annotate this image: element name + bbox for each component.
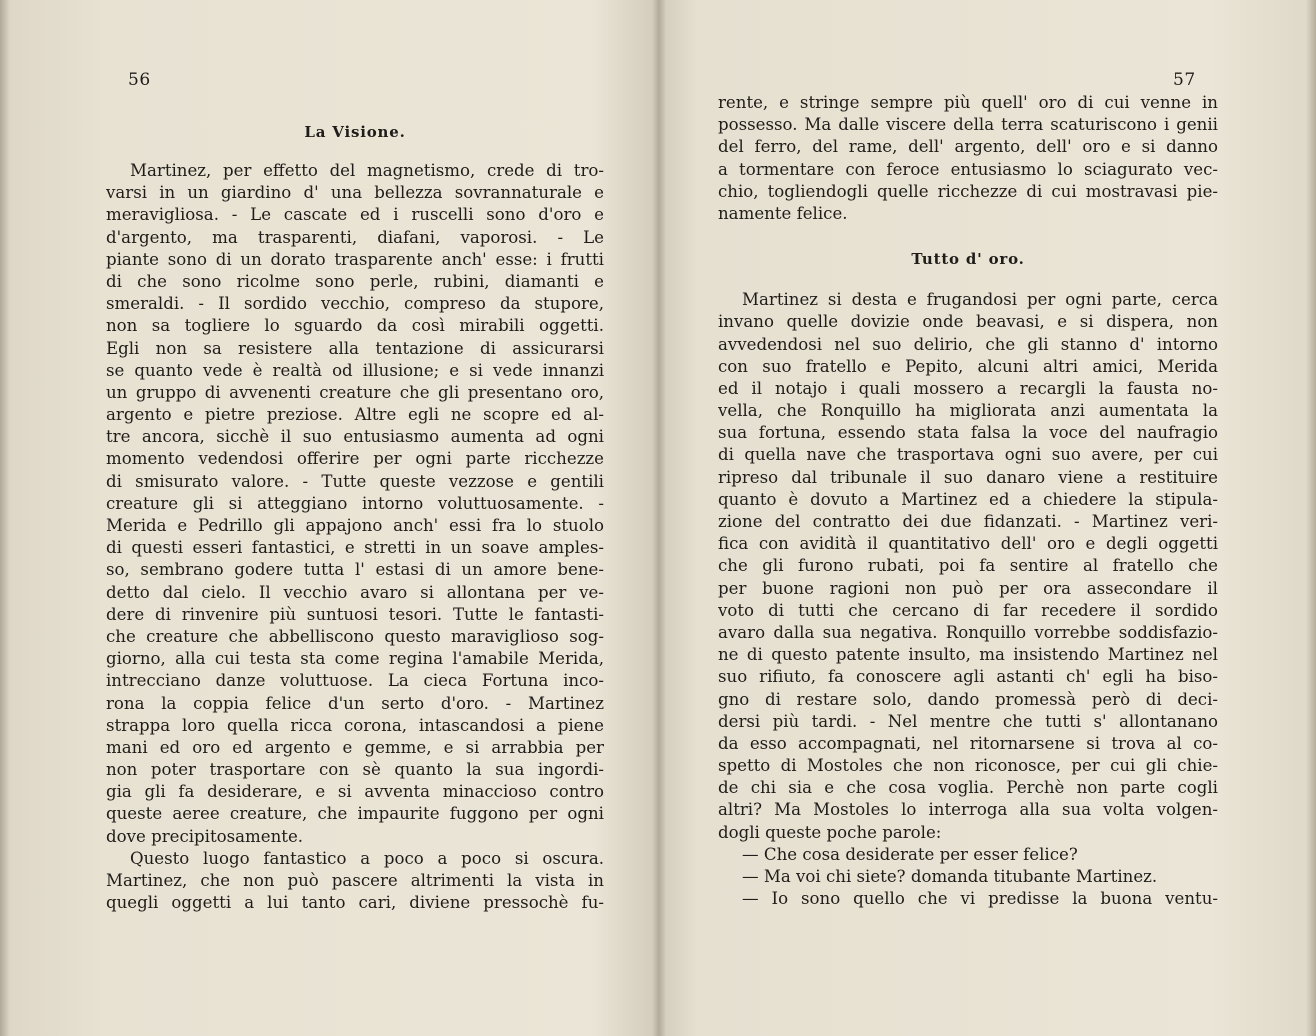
text-line: ripreso dal tribunale il suo danaro viene a restituire <box>718 467 1218 487</box>
text-line: altri? Ma Mostoles lo interroga alla sua volta volgen- <box>718 800 1218 820</box>
text-line: d'argento, ma trasparenti, diafani, vaporosi. - Le <box>106 227 604 247</box>
section-heading-tutto-d-oro: Tutto d' oro. <box>911 250 1025 269</box>
text-line: a tormentare con feroce entusiasmo lo sciagurato vec- <box>718 159 1218 179</box>
text-line: non sa togliere lo sguardo da così mirabili oggetti. <box>106 316 604 336</box>
text-line: Merida e Pedrillo gli appajono anch' essi fra lo stuolo <box>106 516 604 535</box>
page-number-left: 56 <box>128 70 151 90</box>
dialogue-line: — Che cosa desiderate per esser felice? <box>742 844 1078 864</box>
text-line: fica con avidità il quantitativo dell' oro e degli oggetti <box>718 534 1218 554</box>
text-line: dere di rinvenire più suntuosi tesori. Tutte le fantasti- <box>106 604 604 624</box>
text-line: se quanto vede è realtà od illusione; e si vede innanzi <box>106 360 604 380</box>
text-line: chio, togliendogli quelle ricchezze di cui mostravasi pie- <box>718 181 1218 201</box>
page-number-right: 57 <box>1173 70 1196 90</box>
right-page-text <box>718 92 1218 910</box>
text-line: quanto è dovuto a Martinez ed a chiedere la stipula- <box>718 489 1218 509</box>
text-line: invano quelle dovizie onde beavasi, e si dispera, non <box>718 312 1218 332</box>
text-line: da esso accompagnati, nel ritornarsene si trova al co- <box>718 733 1218 753</box>
text-line: queste aeree creature, che impaurite fuggono per ogni <box>106 804 604 824</box>
text-line: Egli non sa resistere alla tentazione di assicurarsi <box>106 338 604 358</box>
text-line: avvedendosi nel suo delirio, che gli stanno d' intorno <box>718 334 1218 354</box>
text-line: non poter trasportare con sè quanto la sua ingordi- <box>106 760 604 780</box>
left-page <box>0 0 652 1036</box>
text-line: che creature che abbelliscono questo maraviglioso sog- <box>106 626 604 646</box>
text-line: piante sono di un dorato trasparente anch' esse: i frutti <box>106 249 604 269</box>
text-line: tre ancora, sicchè il suo entusiasmo aumenta ad ogni <box>106 427 604 447</box>
text-line: vella, che Ronquillo ha migliorata anzi aumentata la <box>718 401 1218 421</box>
text-line: momento vedendosi offerire per ogni parte ricchezze <box>106 449 604 469</box>
text-line: sua fortuna, essendo stata falsa la voce del naufragio <box>718 423 1218 443</box>
text-line: rente, e stringe sempre più quell' oro di cui venne in <box>718 93 1218 112</box>
text-line: Martinez si desta e frugandosi per ogni parte, cerca <box>742 290 1218 310</box>
section-heading-la-visione: La Visione. <box>304 123 406 141</box>
right-page <box>666 0 1316 1036</box>
text-line: strappa loro quella ricca corona, intascandosi a piene <box>106 715 604 735</box>
text-line: dersi più tardi. - Nel mentre che tutti s' allontanano <box>718 711 1218 731</box>
dialogue-line: — Ma voi chi siete? domanda titubante Martinez. <box>742 867 1158 886</box>
text-line: rona la coppia felice d'un serto d'oro. - Martinez <box>106 693 604 713</box>
text-line: di che sono ricolme sono perle, rubini, diamanti e <box>106 271 604 291</box>
text-line: giorno, alla cui testa sta come regina l'amabile Merida, <box>106 649 604 669</box>
text-line: gno di restare solo, dando promessà però di deci- <box>718 689 1218 709</box>
text-line: mani ed oro ed argento e gemme, e si arrabbia per <box>106 737 604 757</box>
text-line: voto di tutti che cercano di far recedere il sordido <box>718 600 1218 620</box>
text-line: creature gli si atteggiano intorno voluttuosamente. - <box>106 493 604 513</box>
text-line: Martinez, che non può pascere altrimenti la vista in <box>106 871 604 890</box>
dialogue-line: — Io sono quello che vi predisse la buona ventu- <box>742 889 1218 909</box>
text-line: suo rifiuto, fa conoscere agli astanti ch' egli ha biso- <box>718 667 1218 687</box>
text-line: Martinez, per effetto del magnetismo, crede di tro- <box>130 161 604 180</box>
text-line: del ferro, del rame, dell' argento, dell' oro e si danno <box>718 137 1218 157</box>
text-line: Questo luogo fantastico a poco a poco si oscura. <box>130 848 604 868</box>
text-line: namente felice. <box>718 203 848 223</box>
text-line: di quella nave che trasportava ogni suo avere, per cui <box>718 445 1218 465</box>
text-line: di questi esseri fantastici, e stretti in un soave amples- <box>106 538 604 558</box>
text-line: di smisurato valore. - Tutte queste vezzose e gentili <box>106 471 604 491</box>
text-line: spetto di Mostoles che non riconosce, per cui gli chie- <box>718 756 1218 776</box>
text-line: intrecciano danze voluttuose. La cieca Fortuna inco- <box>106 671 604 691</box>
text-line: detto dal cielo. Il vecchio avaro si allontana per ve- <box>106 582 604 602</box>
text-line: ed il notajo i quali mossero a recargli la fausta no- <box>718 378 1218 398</box>
text-line: per buone ragioni non può per ora assecondare il <box>718 578 1218 598</box>
text-line: zione del contratto dei due fidanzati. - Martinez veri- <box>718 512 1218 531</box>
text-line: smeraldi. - Il sordido vecchio, compreso da stupore, <box>106 294 604 314</box>
text-line: che gli furono rubati, poi fa sentire al fratello che <box>718 556 1218 576</box>
text-line: de chi sia e che cosa voglia. Perchè non parte cogli <box>718 778 1218 798</box>
text-line: argento e pietre preziose. Altre egli ne scopre ed al- <box>106 405 604 425</box>
text-line: dove precipitosamente. <box>106 826 304 846</box>
text-line: avaro dalla sua negativa. Ronquillo vorrebbe soddisfazio- <box>718 622 1218 642</box>
text-line: gia gli fa desiderare, e si avventa minaccioso contro <box>106 782 604 802</box>
text-line: so, sembrano godere tutta l' estasi di un amore bene- <box>106 560 604 580</box>
book-gutter <box>652 0 666 1036</box>
text-line: un gruppo di avvenenti creature che gli presentano oro, <box>106 382 604 402</box>
text-line: possesso. Ma dalle viscere della terra scaturiscono i genii <box>718 115 1218 135</box>
text-line: ne di questo patente insulto, ma insistendo Martinez nel <box>718 645 1218 665</box>
left-page-text <box>106 116 604 914</box>
text-line: dogli queste poche parole: <box>718 822 942 842</box>
text-line: meravigliosa. - Le cascate ed i ruscelli sono d'oro e <box>106 205 604 225</box>
text-line: varsi in un giardino d' una bellezza sovrannaturale e <box>106 183 604 203</box>
text-line: con suo fratello e Pepito, alcuni altri amici, Merida <box>718 356 1218 376</box>
text-line: quegli oggetti a lui tanto cari, diviene pressochè fu- <box>106 893 604 913</box>
